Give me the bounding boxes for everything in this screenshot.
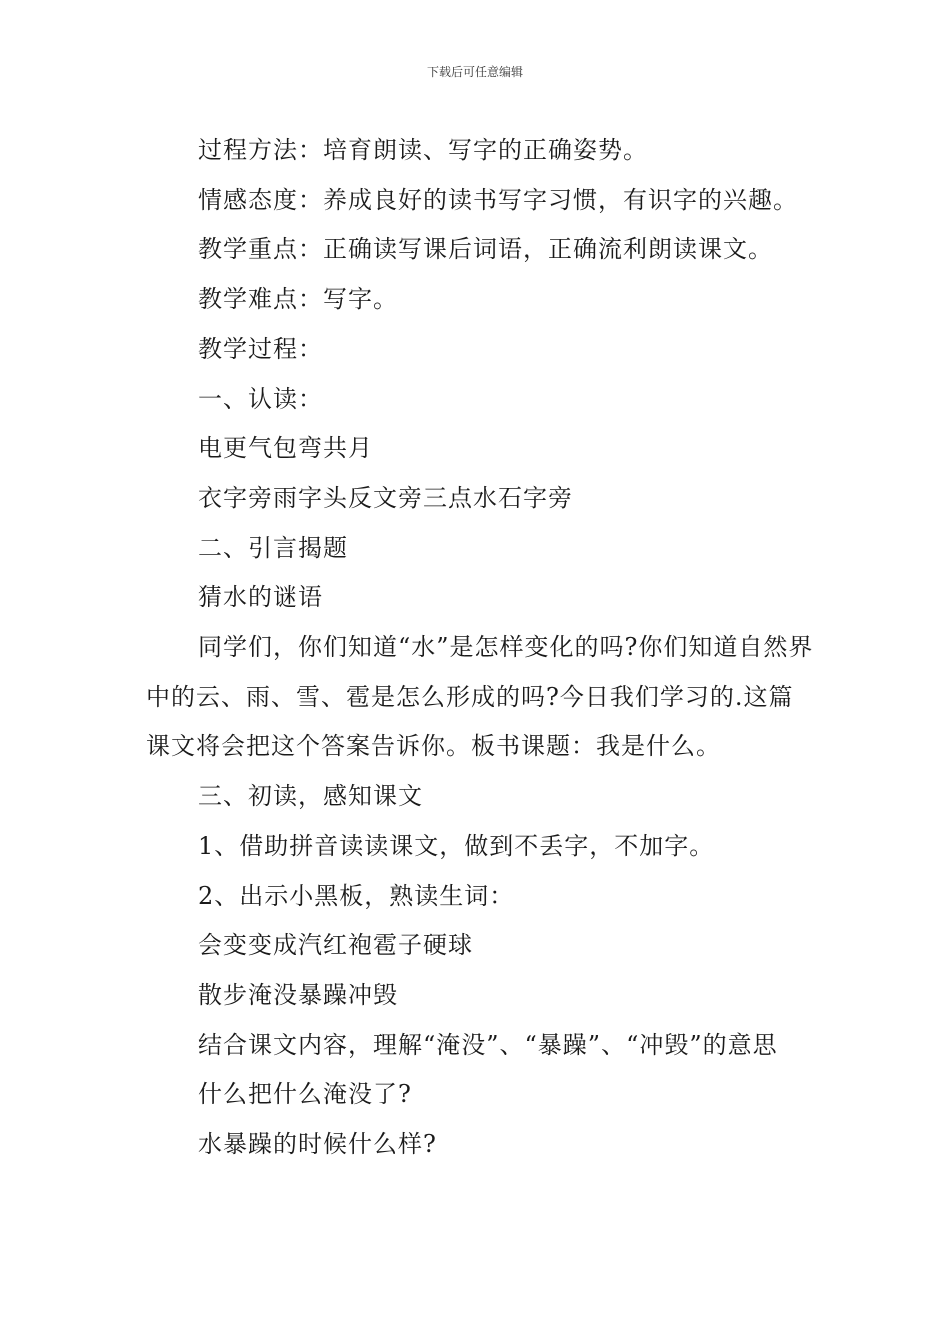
document-body xyxy=(146,126,816,1170)
paragraph-process-method: 过程方法：培育朗读、写字的正确姿势。 xyxy=(198,136,648,164)
paragraph-question-1: 什么把什么淹没了? xyxy=(198,1080,412,1109)
paragraph-emotion-attitude: 情感态度：养成良好的读书写字习惯，有识字的兴趣。 xyxy=(198,185,798,214)
page-header: 下载后可任意编辑 xyxy=(426,65,523,79)
section-heading-introduction: 二、引言揭题 xyxy=(198,533,348,562)
paragraph-vocabulary-2: 散步淹没暴躁冲毁 xyxy=(198,980,398,1009)
section-heading-first-reading: 三、初读，感知课文 xyxy=(198,782,423,811)
paragraph-introduction-text: 同学们，你们知道“水”是怎样变化的吗?你们知道自然界中的云、雨、雪、雹是怎么形成的吗?今日我们学习的.这篇课文将会把这个答案告诉你。板书课题：我是什么。 xyxy=(146,633,814,761)
paragraph-vocabulary-1: 会变变成汽红袍雹子硬球 xyxy=(198,931,473,960)
paragraph-step-2: 2、出示小黑板，熟读生词： xyxy=(198,881,515,910)
paragraph-step-1: 1、借助拼音读读课文，做到不丢字，不加字。 xyxy=(198,831,715,860)
paragraph-radicals: 衣字旁雨字头反文旁三点水石字旁 xyxy=(198,483,573,512)
paragraph-teaching-difficulty: 教学难点：写字。 xyxy=(198,285,398,314)
paragraph-riddle: 猜水的谜语 xyxy=(198,583,323,612)
paragraph-teaching-focus: 教学重点：正确读写课后词语，正确流利朗读课文。 xyxy=(198,235,773,264)
paragraph-characters: 电更气包弯共月 xyxy=(198,434,373,463)
paragraph-understanding: 结合课文内容，理解“淹没”、“暴躁”、“冲毁”的意思 xyxy=(198,1030,778,1059)
section-heading-recognize: 一、认读： xyxy=(198,384,323,413)
paragraph-question-2: 水暴躁的时候什么样? xyxy=(198,1130,437,1159)
paragraph-teaching-process: 教学过程： xyxy=(198,334,323,363)
